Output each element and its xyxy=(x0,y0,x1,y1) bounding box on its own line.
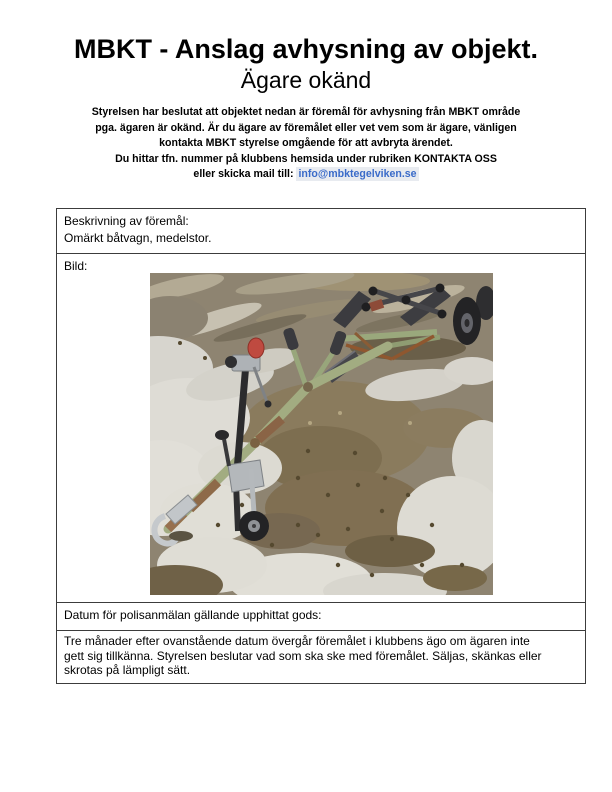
object-info-table xyxy=(56,208,586,684)
intro-paragraph xyxy=(26,105,586,183)
table-row-footer xyxy=(57,630,585,683)
intro-line-3: kontakta MBKT styrelse omgående för att avbryta ärendet. xyxy=(159,137,453,150)
footer-line-2: gett sig tillkänna. Styrelsen beslutar vad som ska ske med föremålet. Säljas, skänkas eller xyxy=(64,648,542,663)
mail-prefix-text: eller skicka mail till: xyxy=(193,168,297,181)
photo-ground xyxy=(150,273,493,595)
trailer-photo xyxy=(150,273,493,595)
description-label: Beskrivning av föremål: xyxy=(64,214,189,228)
table-row-date xyxy=(57,602,585,630)
description-value: Omärkt båtvagn, medelstor. xyxy=(64,230,212,245)
intro-line-1: Styrelsen har beslutat att objektet nedan är föremål för avhysning från MBKT område xyxy=(91,106,521,118)
intro-line-mail xyxy=(26,167,586,183)
table-row-image xyxy=(57,253,585,602)
date-label: Datum för polisanmälan gällande upphittat gods: xyxy=(64,608,322,622)
page-subtitle: Ägare okänd xyxy=(240,67,372,93)
footer-line-3: skrotas på lämpligt sätt. xyxy=(64,663,191,678)
email-link[interactable]: info@mbktegelviken.se xyxy=(298,168,417,181)
image-label: Bild: xyxy=(64,259,88,273)
table-row-description xyxy=(57,209,585,253)
page-title: MBKT - Anslag avhysning av objekt. xyxy=(73,34,539,64)
intro-line-2: pga. ägaren är okänd. Är du ägare av föremålet eller vet vem som är ägare, vänligen xyxy=(95,121,517,134)
footer-line-1: Tre månader efter ovanstående datum övergår föremålet i klubbens ägo om ägaren inte xyxy=(64,634,530,648)
trailer-photo-svg xyxy=(150,273,493,595)
intro-line-4: Du hittar tfn. nummer på klubbens hemsida under rubriken KONTAKTA OSS xyxy=(115,152,497,165)
